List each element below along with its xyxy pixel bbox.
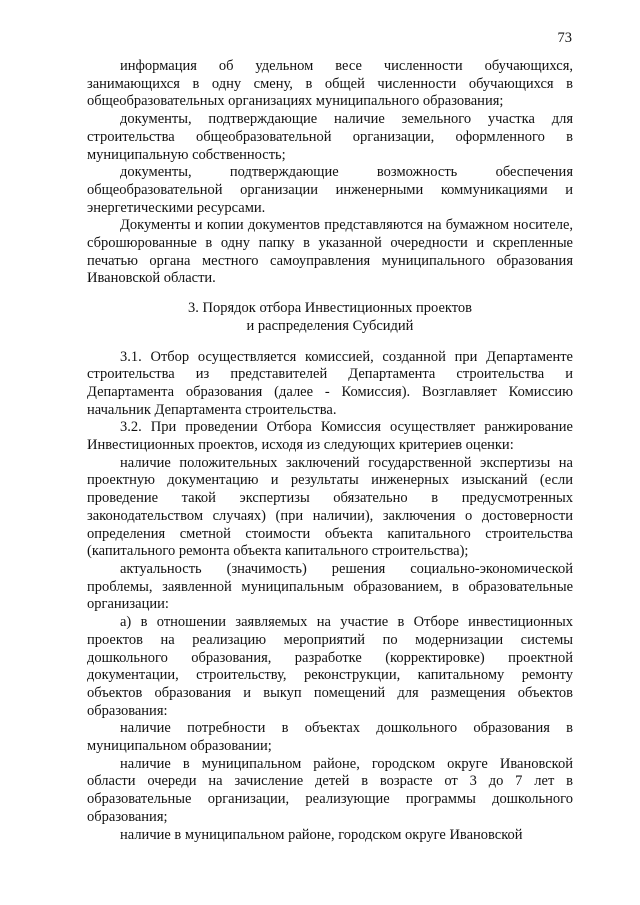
paragraph: наличие потребности в объектах дошкольного образования в муниципальном образовании; — [87, 720, 573, 755]
paragraph: документы, подтверждающие возможность обеспечения общеобразовательной организации инженерными коммуникациями и энергетическими ресурсами. — [87, 164, 573, 216]
section-heading-line: и распределения Субсидий — [246, 317, 414, 334]
document-body — [87, 58, 573, 844]
paragraph: наличие положительных заключений государственной экспертизы на проектную документацию и результаты инженерных изысканий (если проведение такой экспертизы обязательно в предусмотренных законодательством случаях) (при наличии), заключения о достоверности определения сметной стоимости объекта капитального строительства (капитального ремонта объекта капитального строительства); — [87, 454, 573, 560]
paragraph: наличие в муниципальном районе, городском округе Ивановской — [120, 826, 523, 843]
paragraph: наличие в муниципальном районе, городском округе Ивановской области очереди на зачисление детей в возрасте от 3 до 7 лет в образовательные организации, реализующие программы дошкольного образования; — [87, 755, 573, 825]
section-heading — [87, 300, 573, 335]
paragraph: 3.1. Отбор осуществляется комиссией, созданной при Департаменте строительства из представителей Департамента строительства и Департамента образования (далее - Комиссия). Возглавляет Комиссию начальник Департамента строительства. — [87, 348, 573, 418]
paragraph: документы, подтверждающие наличие земельного участка для строительства общеобразовательной организации, оформленного в муниципальную собственность; — [87, 111, 573, 163]
paragraph: 3.2. При проведении Отбора Комиссия осуществляет ранжирование Инвестиционных проектов, исходя из следующих критериев оценки: — [87, 419, 573, 454]
paragraph: а) в отношении заявляемых на участие в Отборе инвестиционных проектов на реализацию мероприятий по модернизации системы дошкольного образования, разработке (корректировке) проектной документации, строительству, реконструкции, капитальному ремонту объектов образования и выкуп помещений для размещения объектов образования: — [87, 614, 573, 719]
paragraph: актуальность (значимость) решения социально-экономической проблемы, заявленной муниципальным образованием, в образовательные организации: — [87, 560, 573, 613]
paragraph: информация об удельном весе численности обучающихся, занимающихся в одну смену, в общей численности обучающихся в общеобразовательных организациях муниципального образования; — [87, 58, 573, 110]
page-number: 73 — [557, 30, 572, 46]
section-heading-line: 3. Порядок отбора Инвестиционных проектов — [188, 300, 472, 317]
paragraph: Документы и копии документов представляются на бумажном носителе, сброшюрованные в одну папку в указанной очередности и скрепленные печатью органа местного самоуправления муниципального образования Ивановской области. — [87, 217, 573, 287]
